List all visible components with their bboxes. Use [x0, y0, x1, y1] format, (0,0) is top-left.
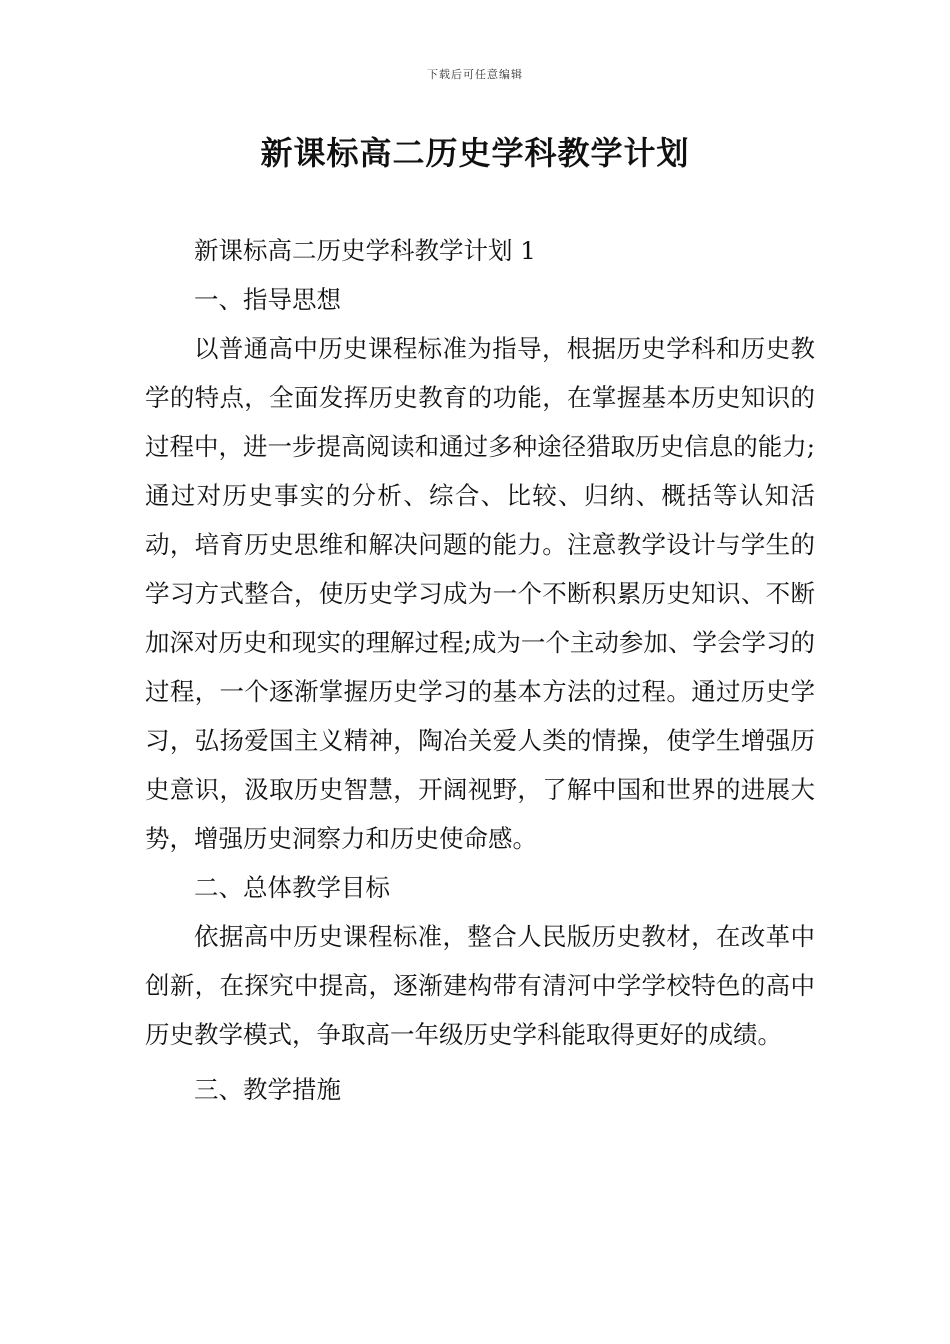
document-title: 新课标高二历史学科教学计划	[260, 134, 690, 172]
section-heading-guiding-ideology: 一、指导思想	[194, 285, 341, 314]
header-note: 下载后可任意编辑	[427, 68, 523, 81]
document-body	[145, 226, 815, 1114]
paragraph-overall-goals: 依据高中历史课程标准，整合人民版历史教材，在改革中创新，在探究中提高，逐渐建构带有清河中学学校特色的高中历史教学模式，争取高一年级历史学科能取得更好的成绩。	[145, 922, 815, 1049]
paragraph-guiding-ideology: 以普通高中历史课程标准为指导，根据历史学科和历史教学的特点，全面发挥历史教育的功能，在掌握基本历史知识的过程中，进一步提高阅读和通过多种途径猎取历史信息的能力;通过对历史事实的分析、综合、比较、归纳、概括等认知活动，培育历史思维和解决问题的能力。注意教学设计与学生的学习方式整合，使历史学习成为一个不断积累历史知识、不断加深对历史和现实的理解过程;成为一个主动参加、学会学习的过程，一个逐渐掌握历史学习的基本方法的过程。通过历史学习，弘扬爱国主义精神，陶冶关爱人类的情操，使学生增强历史意识，汲取历史智慧，开阔视野，了解中国和世界的进展大势，增强历史洞察力和历史使命感。	[145, 334, 815, 853]
section-heading-teaching-measures: 三、教学措施	[194, 1075, 341, 1104]
section-heading-overall-goals: 二、总体教学目标	[194, 873, 390, 902]
document-subtitle: 新课标高二历史学科教学计划 1	[194, 236, 536, 265]
